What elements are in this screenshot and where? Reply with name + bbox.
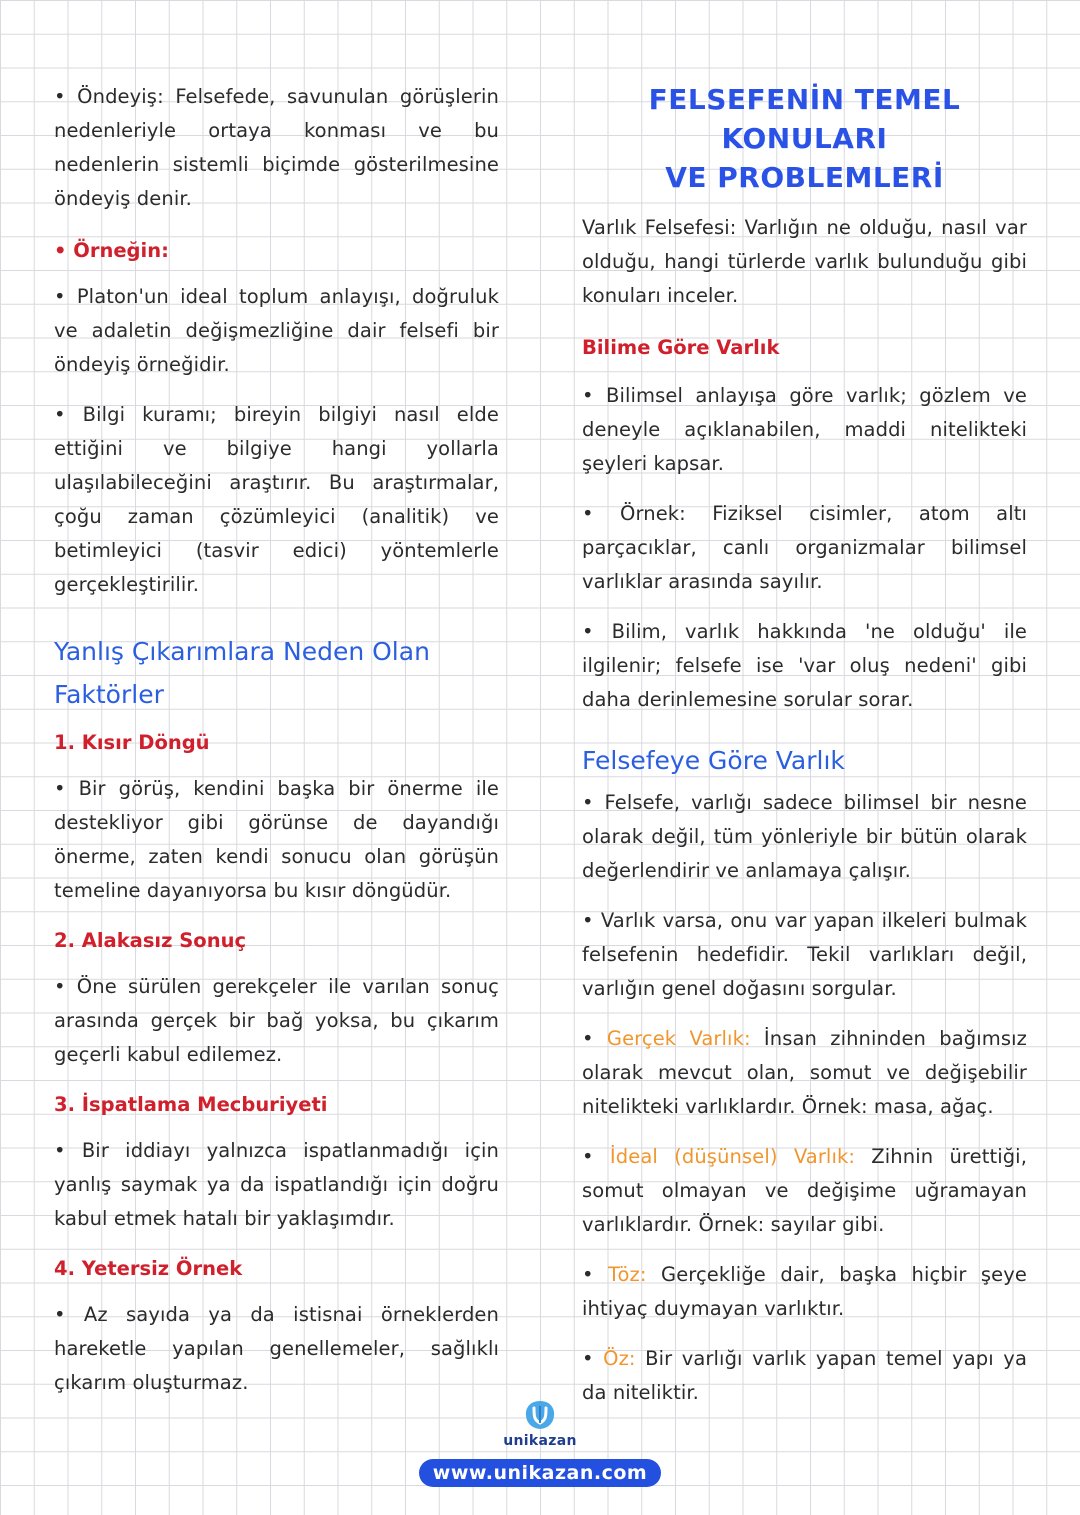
- felsefeye-gore-heading: Felsefeye Göre Varlık: [582, 746, 845, 775]
- term-text: Zihnin ürettiği, somut olmayan ve değişime uğramayan varlıklardır. Örnek: sayılar gibi.: [582, 1145, 1028, 1236]
- page-title-line1: FELSEFENİN TEMEL KONULARI: [648, 83, 961, 155]
- felsefe-item: • Varlık varsa, onu var yapan ilkeleri bulmak felsefenin hedefidir. Tekil varlıkları değil, varlığın genel doğasını sorgular.: [582, 909, 1027, 1000]
- factor-text: • Bir iddiayı yalnızca ispatlanmadığı için yanlış saymak ya da ispatlandığı için doğru kabul etmek hatalı bir yaklaşımdır.: [54, 1139, 499, 1230]
- bilime-item: • Bilimsel anlayışa göre varlık; gözlem ve deneyle açıklanabilen, maddi nitelikteki şeyleri kapsar.: [582, 384, 1027, 475]
- ondeyis-paragraph: • Öndeyiş: Felsefede, savunulan görüşlerin nedenleriyle ortaya konması ve bu nedenlerin sistemli biçimde gösterilmesine öndeyiş denir.: [54, 85, 499, 210]
- term-paragraph: • Öz: Bir varlığı varlık yapan temel yapı ya da niteliktir.: [582, 1347, 1027, 1404]
- ondeyis-text: Felsefede, savunulan görüşlerin nedenleriyle ortaya konması ve bu nedenlerin sistemli biçimde gösterilmesine öndeyiş denir.: [54, 85, 499, 210]
- term-label: Gerçek Varlık:: [606, 1027, 751, 1050]
- factor-title: 4. Yetersiz Örnek: [54, 1257, 243, 1280]
- platon-paragraph: • Platon'un ideal toplum anlayışı, doğruluk ve adaletin değişmezliğine dair felsefi bir öndeyiş örneğidir.: [54, 285, 499, 376]
- factor-text: • Öne sürülen gerekçeler ile varılan sonuç arasında gerçek bir bağ yoksa, bu çıkarım geçerli kabul edilemez.: [54, 975, 499, 1066]
- brand-name: unikazan: [503, 1433, 577, 1449]
- factors-heading: Yanlış Çıkarımlara Neden Olan Faktörler: [54, 637, 430, 709]
- term-label: İdeal (düşünsel) Varlık:: [609, 1145, 856, 1168]
- unikazan-logo-icon: [517, 1398, 563, 1432]
- left-column: [54, 80, 499, 1400]
- term-text: Gerçekliğe dair, başka hiçbir şeye ihtiyaç duymayan varlıktır.: [582, 1263, 1027, 1320]
- ondeyis-label: Öndeyiş:: [77, 85, 164, 108]
- bilime-item: • Bilim, varlık hakkında 'ne olduğu' ile ilgilenir; felsefe ise 'var oluş nedeni' gibi daha derinlemesine sorular sorar.: [582, 620, 1027, 711]
- term-label: Öz:: [603, 1347, 636, 1370]
- bilime-gore-heading: Bilime Göre Varlık: [582, 336, 780, 359]
- ornegin-heading: • Örneğin:: [54, 239, 169, 262]
- term-paragraph: • Töz: Gerçekliğe dair, başka hiçbir şeye ihtiyaç duymayan varlıktır.: [582, 1263, 1027, 1320]
- felsefe-item: • Felsefe, varlığı sadece bilimsel bir nesne olarak değil, tüm yönleriyle bir bütün olarak değerlendirir ve anlamaya çalışır.: [582, 791, 1027, 882]
- bilgi-kurami-paragraph: • Bilgi kuramı; bireyin bilgiyi nasıl elde ettiğini ve bilgiye hangi yollarla ulaşılabileceğini araştırır. Bu araştırmalar, çoğu zaman çözümleyici (analitik) ve betimleyici (tasvir edici) yöntemlerle gerçekleştirilir.: [54, 403, 499, 596]
- factor-text: • Bir görüş, kendini başka bir önerme ile destekliyor gibi görünse de dayandığı önerme, zaten kendi sonucu olan görüşün temeline dayanıyorsa bu kısır döngüdür.: [54, 777, 499, 902]
- factor-title: 2. Alakasız Sonuç: [54, 929, 247, 952]
- varlik-felsefesi-paragraph: Varlık Felsefesi: Varlığın ne olduğu, nasıl var olduğu, hangi türlerde varlık bulunduğu gibi konuları inceler.: [582, 216, 1027, 307]
- footer: [0, 1398, 1080, 1487]
- website-link[interactable]: www.unikazan.com: [419, 1459, 661, 1487]
- factor-title: 1. Kısır Döngü: [54, 731, 210, 754]
- term-text: Bir varlığı varlık yapan temel yapı ya da niteliktir.: [582, 1347, 1027, 1404]
- factor-title: 3. İspatlama Mecburiyeti: [54, 1093, 328, 1116]
- factor-text: • Az sayıda ya da istisnai örneklerden hareketle yapılan genellemeler, sağlıklı çıkarım oluşturmaz.: [54, 1303, 499, 1394]
- page-title: [582, 80, 1027, 197]
- term-text: İnsan zihninden bağımsız olarak mevcut olan, somut ve değişebilir nitelikteki varlıklardır. Örnek: masa, ağaç.: [582, 1027, 1028, 1118]
- bilime-item: • Örnek: Fiziksel cisimler, atom altı parçacıklar, canlı organizmalar bilimsel varlıklar arasında sayılır.: [582, 502, 1027, 593]
- term-label: Töz:: [608, 1263, 647, 1286]
- page-title-line2: VE PROBLEMLERİ: [665, 161, 944, 194]
- right-column: [582, 80, 1027, 1410]
- term-paragraph: • Gerçek Varlık: İnsan zihninden bağımsız olarak mevcut olan, somut ve değişebilir nitelikteki varlıklardır. Örnek: masa, ağaç.: [582, 1027, 1028, 1118]
- term-paragraph: • İdeal (düşünsel) Varlık: Zihnin ürettiği, somut olmayan ve değişime uğramayan varlıklardır. Örnek: sayılar gibi.: [582, 1145, 1028, 1236]
